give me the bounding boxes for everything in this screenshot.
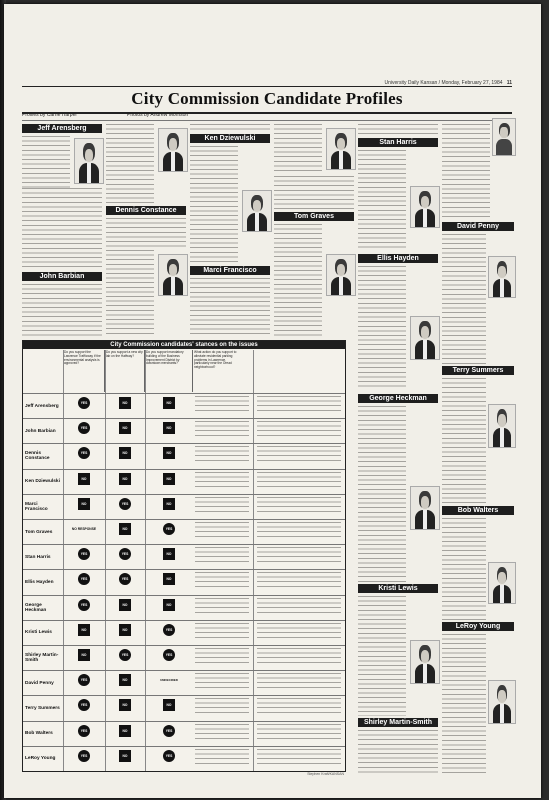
candidate-photo: [410, 640, 440, 684]
candidate-name: Ellis Hayden: [25, 579, 54, 585]
candidate-photo: [74, 138, 104, 184]
candidate-photo: [326, 128, 356, 170]
article-text: [190, 278, 270, 336]
answer-a1: YES: [78, 699, 90, 711]
section-label: David Penny: [456, 223, 499, 230]
article-text: [358, 266, 406, 390]
explanation-text: [195, 623, 249, 641]
answer-a2: NO: [119, 674, 131, 686]
article-text: [442, 634, 486, 774]
section-header-martin-smith: [358, 718, 438, 727]
table-row: [23, 393, 345, 418]
candidate-photo: [488, 256, 516, 298]
table-row: [23, 695, 345, 720]
section-label: LeRoy Young: [455, 623, 501, 630]
section-header-graves: [274, 212, 354, 221]
answer-a1: YES: [78, 750, 90, 762]
stances-table: [22, 340, 346, 772]
answer-a1: NO: [78, 473, 90, 485]
table-row: [23, 569, 345, 594]
candidate-photo: [488, 680, 516, 724]
section-label: Jeff Arensberg: [37, 125, 87, 132]
answer-a1: YES: [78, 447, 90, 459]
article-text: [358, 596, 406, 716]
explanation-text: [257, 749, 341, 767]
article-text: [106, 218, 186, 248]
explanation-text: [195, 572, 249, 590]
explanation-text: [257, 497, 341, 515]
explanation-text: [195, 396, 249, 414]
explanation-text: [195, 497, 249, 515]
candidate-name: Marci Francisco: [25, 501, 48, 512]
candidate-photo: [242, 190, 272, 232]
section-label: George Heckman: [369, 395, 427, 402]
answer-a3: NO: [163, 599, 175, 611]
section-label: Dennis Constance: [115, 207, 177, 214]
article-text: [190, 146, 238, 264]
explanation-text: [257, 522, 341, 540]
candidate-name: Jeff Arensberg: [25, 403, 59, 409]
candidate-photo: [488, 404, 516, 448]
section-label: Tom Graves: [294, 213, 334, 220]
answer-a2: NO: [119, 397, 131, 409]
explanation-text: [257, 648, 341, 666]
section-label: Kristi Lewis: [378, 585, 418, 592]
candidate-name: David Penny: [25, 680, 54, 686]
section-label: Marci Francisco: [203, 267, 257, 274]
answer-a3: YES: [163, 750, 175, 762]
answer-a1: NO: [78, 624, 90, 636]
section-header-constance: [106, 206, 186, 215]
section-header-penny: [442, 222, 514, 231]
explanation-text: [195, 724, 249, 742]
candidate-photo: [488, 562, 516, 604]
explanation-text: [195, 598, 249, 616]
answer-a2: NO: [119, 624, 131, 636]
answer-a2: NO: [119, 599, 131, 611]
section-header-young: [442, 622, 514, 631]
page-title: City Commission Candidate Profiles: [22, 86, 512, 114]
answer-a1: YES: [78, 674, 90, 686]
question-1: Do you support the Lawrence Trafficway if the environmental analysis is approved?: [63, 350, 105, 392]
explanation-text: [195, 698, 249, 716]
article-text: [442, 518, 486, 620]
section-header-barbian: [22, 272, 102, 281]
answer-a1: NO RESPONSE: [71, 527, 97, 531]
table-row: [23, 519, 345, 544]
answer-a1: YES: [78, 725, 90, 737]
candidate-name: Bob Walters: [25, 731, 53, 737]
article-text: [358, 730, 438, 774]
explanation-text: [195, 446, 249, 464]
section-label: John Barbian: [39, 273, 85, 280]
explanation-text: [257, 572, 341, 590]
table-row: [23, 494, 345, 519]
answer-a3: NO: [163, 447, 175, 459]
article-text: [190, 124, 270, 132]
explanation-text: [195, 472, 249, 490]
answer-a2: YES: [119, 498, 131, 510]
section-label: Stan Harris: [379, 139, 417, 146]
article-text: [274, 176, 354, 210]
photo-credit: Stephen Kraft/KANSAN: [307, 772, 344, 776]
section-label: Bob Walters: [457, 507, 499, 514]
answer-a1: YES: [78, 422, 90, 434]
candidate-name: John Barbian: [25, 428, 56, 434]
table-row: [23, 645, 345, 670]
answer-a2: NO: [119, 523, 131, 535]
answer-a2: YES: [119, 548, 131, 560]
explanation-text: [257, 598, 341, 616]
article-text: [358, 124, 438, 136]
candidate-name: Tom Graves: [25, 529, 53, 535]
article-text: [274, 224, 322, 336]
answer-a1: YES: [78, 397, 90, 409]
candidate-photo: [158, 128, 188, 172]
question-4: What action do you support to alleviate residential parking problems in Lawrence, particularly near the Oread neighborhood?: [194, 350, 237, 370]
candidate-name: Kristi Lewis: [25, 630, 52, 636]
section-header-hayden: [358, 254, 438, 263]
section-header-arensberg: [22, 124, 102, 133]
section-header-summers: [442, 366, 514, 375]
candidate-photo: [410, 486, 440, 530]
table-row: [23, 721, 345, 746]
byline: [22, 112, 512, 121]
answer-a3: NO: [163, 573, 175, 585]
article-text: [22, 136, 70, 188]
explanation-text: [257, 673, 341, 691]
answer-a3: YES: [163, 624, 175, 636]
section-header-walters: [442, 506, 514, 515]
answer-a3: NO: [163, 422, 175, 434]
explanation-text: [257, 446, 341, 464]
answer-a2: YES: [119, 649, 131, 661]
candidate-photo: [492, 118, 516, 156]
answer-a3: UNDECIDED: [160, 678, 178, 683]
article-text: [106, 124, 154, 204]
candidate-photo: [158, 254, 188, 296]
candidate-photo: [410, 186, 440, 228]
article-text: [442, 378, 486, 504]
candidate-name: Stan Harris: [25, 554, 51, 560]
explanation-text: [195, 749, 249, 767]
explanation-text: [195, 648, 249, 666]
answer-a3: NO: [163, 473, 175, 485]
table-row: [23, 620, 345, 645]
explanation-text: [257, 547, 341, 565]
section-header-heckman: [358, 394, 438, 403]
section-header-lewis: [358, 584, 438, 593]
answer-a2: YES: [119, 573, 131, 585]
masthead-date: University Daily Kansan / Monday, February 27, 1984: [384, 80, 503, 86]
answer-a3: NO: [163, 548, 175, 560]
section-label: Ellis Hayden: [377, 255, 419, 262]
explanation-text: [257, 724, 341, 742]
candidate-name: Dennis Constance: [25, 451, 50, 462]
section-header-francisco: [190, 266, 270, 275]
explanation-text: [257, 472, 341, 490]
section-label: Terry Summers: [452, 367, 504, 374]
candidate-name: LeRoy Young: [25, 756, 56, 762]
stances-title: City Commission candidates' stances on the issues: [23, 341, 345, 349]
section-header-dziewulski: [190, 134, 270, 143]
article-text: [106, 250, 154, 336]
answer-a3: NO: [163, 397, 175, 409]
candidate-name: George Heckman: [25, 602, 47, 613]
article-text: [22, 188, 102, 270]
page-number: 11: [506, 80, 512, 86]
answer-a3: YES: [163, 725, 175, 737]
answer-a1: YES: [78, 548, 90, 560]
table-row: [23, 595, 345, 620]
article-text: [358, 406, 406, 582]
candidate-photo: [326, 254, 356, 296]
article-text: [442, 124, 490, 220]
photos-byline: Photos by Andrew Morrison: [127, 112, 189, 118]
section-label: Shirley Martin-Smith: [363, 719, 433, 726]
table-row: [23, 443, 345, 468]
candidate-name: Terry Summers: [25, 705, 60, 711]
question-2: Do you support a new city lab on the Halfway?: [105, 350, 145, 392]
candidate-photo: [410, 316, 440, 360]
article-text: [274, 124, 322, 174]
article-text: [22, 284, 102, 338]
candidate-name: Ken Dziewulski: [25, 479, 60, 485]
table-row: [23, 746, 345, 771]
article-text: [442, 234, 486, 364]
table-row: [23, 418, 345, 443]
answer-a3: NO: [163, 699, 175, 711]
candidate-name: Shirley Martin-Smith: [25, 653, 59, 664]
explanation-text: [195, 547, 249, 565]
answer-a3: NO: [163, 498, 175, 510]
explanation-text: [257, 698, 341, 716]
question-3: Do you support mandatory building of the Business Improvement District by downtown merchants?: [145, 350, 193, 392]
article-text: [358, 150, 406, 250]
answer-a2: NO: [119, 473, 131, 485]
table-row: [23, 469, 345, 494]
answer-a2: NO: [119, 422, 131, 434]
answer-a1: NO: [78, 649, 90, 661]
answer-a3: YES: [163, 649, 175, 661]
answer-a2: NO: [119, 447, 131, 459]
table-row: [23, 544, 345, 569]
explanation-text: [195, 522, 249, 540]
section-label: Ken Dziewulski: [204, 135, 256, 142]
profiles-byline: Profiles by Carrie Harper: [22, 112, 78, 118]
section-header-harris: [358, 138, 438, 147]
answer-a3: YES: [163, 523, 175, 535]
explanation-text: [195, 421, 249, 439]
answer-a1: NO: [78, 498, 90, 510]
answer-a1: YES: [78, 599, 90, 611]
answer-a2: NO: [119, 750, 131, 762]
answer-a2: NO: [119, 699, 131, 711]
answer-a1: YES: [78, 573, 90, 585]
explanation-text: [257, 396, 341, 414]
explanation-text: [257, 421, 341, 439]
explanation-text: [257, 623, 341, 641]
explanation-text: [195, 673, 249, 691]
answer-a2: NO: [119, 725, 131, 737]
table-row: [23, 670, 345, 695]
